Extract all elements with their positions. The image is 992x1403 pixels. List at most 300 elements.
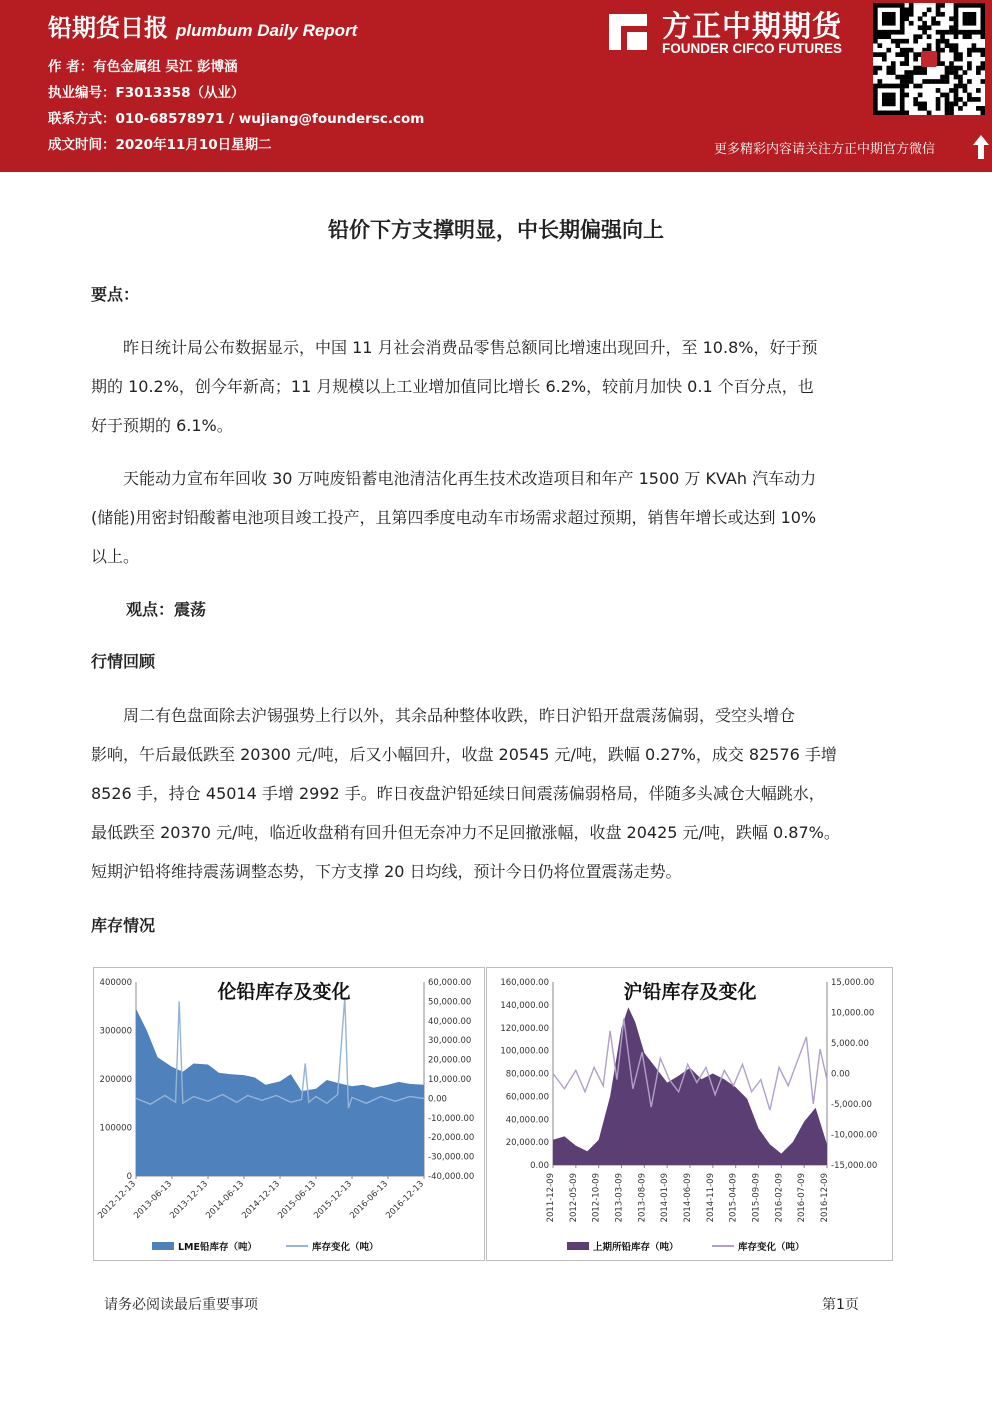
qr-module — [954, 12, 959, 17]
qr-module — [931, 16, 936, 21]
qr-module — [909, 7, 914, 12]
qr-module — [891, 39, 896, 44]
qr-module — [900, 25, 905, 30]
qr-module — [882, 16, 887, 21]
qr-module — [909, 12, 914, 17]
text-line: 以上。 — [91, 547, 140, 566]
text-line: (储能)用密封铅酸蓄电池项目竣工投产，且第四季度电动车市场需求超过预期，销售年增长或达到 10% — [91, 508, 817, 527]
qr-module — [945, 43, 950, 48]
qr-module — [963, 88, 968, 93]
qr-module — [877, 3, 882, 8]
qr-module — [940, 75, 945, 80]
qr-module — [963, 70, 968, 75]
qr-module — [886, 84, 891, 89]
right-axis-tick-label: -10,000.00 — [831, 1130, 878, 1141]
qr-module — [976, 30, 981, 35]
qr-module — [904, 93, 909, 98]
market-review-heading: 行情回顾 — [91, 652, 156, 671]
text-line: 8526 手，持仓 45014 手增 2992 手。昨日夜盘沪铅延续日间震荡偏弱格局，伴随多头减仓大幅跳水， — [91, 784, 825, 803]
qr-module — [954, 84, 959, 89]
qr-module — [981, 48, 985, 53]
view-statement: 观点：震荡 — [126, 600, 207, 619]
qr-module — [963, 12, 968, 17]
qr-module — [886, 16, 891, 21]
qr-module — [904, 75, 909, 80]
qr-module — [900, 61, 905, 66]
qr-module — [900, 21, 905, 26]
qr-module — [900, 93, 905, 98]
legend-swatch — [567, 1242, 589, 1250]
x-axis-tick-label: 2013-03-09 — [614, 1173, 625, 1223]
qr-module — [981, 66, 985, 71]
qr-module — [936, 7, 941, 12]
qr-module — [882, 3, 887, 8]
qr-module — [967, 34, 972, 39]
qr-module — [909, 48, 914, 53]
x-axis-tick-label: 2016-06-13 — [348, 1179, 391, 1222]
qr-module — [976, 3, 981, 8]
qr-module — [967, 97, 972, 102]
qr-module — [904, 61, 909, 66]
qr-module — [976, 48, 981, 53]
qr-module — [963, 3, 968, 8]
lme-lead-chart — [93, 967, 485, 1261]
license-line: 执业编号：F3013358（从业） — [48, 85, 245, 101]
qr-module — [949, 25, 954, 30]
qr-module — [954, 43, 959, 48]
qr-module — [900, 84, 905, 89]
brand-name-cn: 方正中期期货 — [662, 9, 843, 43]
qr-module — [909, 75, 914, 80]
qr-module — [958, 3, 963, 8]
left-axis-tick-label: 200000 — [99, 1075, 132, 1085]
left-axis-tick-label: 0.00 — [530, 1161, 549, 1171]
qr-module — [936, 3, 941, 8]
qr-module — [891, 93, 896, 98]
left-axis-tick-label: 140,000.00 — [500, 1000, 549, 1011]
date-line: 成文时间：2020年11月10日星期二 — [48, 137, 272, 153]
qr-module — [886, 34, 891, 39]
qr-module — [967, 66, 972, 71]
x-axis-tick-label: 2012-10-09 — [591, 1173, 602, 1223]
qr-module — [873, 84, 878, 89]
qr-module — [954, 25, 959, 30]
qr-module — [981, 16, 985, 21]
qr-module — [873, 3, 878, 8]
qr-module — [981, 52, 985, 57]
right-axis-tick-label: 10,000.00 — [831, 1008, 875, 1019]
right-axis-tick-label: 0.00 — [428, 1094, 447, 1105]
qr-module — [873, 34, 878, 39]
key-points-heading: 要点： — [91, 285, 140, 304]
qr-module — [873, 102, 878, 107]
report-title: 铅期货日报 plumbum Daily Report — [48, 14, 358, 42]
qr-module — [927, 43, 932, 48]
qr-module — [922, 102, 927, 107]
qr-module — [886, 48, 891, 53]
qr-module — [972, 21, 977, 26]
qr-module — [936, 30, 941, 35]
qr-module — [949, 16, 954, 21]
qr-module — [886, 97, 891, 102]
qr-module — [909, 70, 914, 75]
qr-module — [958, 106, 963, 111]
qr-module — [873, 16, 878, 21]
qr-module — [873, 66, 878, 71]
qr-module — [877, 66, 882, 71]
left-axis-tick-label: 120,000.00 — [500, 1023, 549, 1034]
qr-module — [882, 21, 887, 26]
qr-module — [981, 7, 985, 12]
qr-module — [967, 30, 972, 35]
qr-module — [886, 111, 891, 115]
qr-module — [900, 79, 905, 84]
document-title: 铅价下方支撑明显，中长期偏强向上 — [328, 218, 664, 242]
qr-module — [913, 70, 918, 75]
qr-module — [981, 79, 985, 84]
qr-module — [936, 88, 941, 93]
qr-module — [900, 7, 905, 12]
qr-module — [981, 34, 985, 39]
qr-module — [949, 30, 954, 35]
qr-module — [967, 3, 972, 8]
qr-module — [927, 34, 932, 39]
qr-module — [873, 7, 878, 12]
qr-module — [927, 7, 932, 12]
qr-module — [981, 61, 985, 66]
qr-module — [940, 61, 945, 66]
x-axis-tick-label: 2015-06-13 — [276, 1179, 319, 1222]
report-header — [0, 0, 992, 172]
qr-module — [895, 75, 900, 80]
qr-module — [900, 12, 905, 17]
qr-module — [954, 57, 959, 62]
qr-module — [882, 52, 887, 57]
qr-module — [945, 97, 950, 102]
qr-module — [922, 79, 927, 84]
qr-module — [949, 66, 954, 71]
follow-wechat-text: 更多精彩内容请关注方正中期官方微信 — [714, 142, 936, 157]
qr-module — [945, 75, 950, 80]
left-axis-tick-label: 100,000.00 — [500, 1046, 549, 1057]
qr-module — [972, 3, 977, 8]
qr-module — [954, 102, 959, 107]
qr-module — [900, 3, 905, 8]
qr-module — [963, 34, 968, 39]
qr-module — [972, 30, 977, 35]
left-axis-tick-label: 160,000.00 — [500, 978, 549, 988]
qr-module — [913, 84, 918, 89]
qr-module — [873, 25, 878, 30]
qr-module — [891, 66, 896, 71]
qr-module — [873, 93, 878, 98]
qr-module — [918, 25, 923, 30]
qr-module — [918, 106, 923, 111]
qr-module — [945, 79, 950, 84]
qr-module — [963, 16, 968, 21]
qr-module — [900, 52, 905, 57]
qr-module — [900, 102, 905, 107]
qr-module — [954, 30, 959, 35]
right-axis-tick-label: -10,000.00 — [428, 1113, 475, 1124]
qr-module — [913, 52, 918, 57]
qr-module — [922, 21, 927, 26]
qr-module — [972, 12, 977, 17]
right-axis-tick-label: -5,000.00 — [831, 1100, 872, 1110]
qr-module — [936, 102, 941, 107]
qr-module — [936, 12, 941, 17]
qr-module — [922, 70, 927, 75]
left-axis-tick-label: 40,000.00 — [505, 1115, 549, 1126]
report-title-en: plumbum Daily Report — [176, 21, 358, 40]
qr-module — [873, 52, 878, 57]
legend-label: 库存变化（吨） — [312, 1242, 379, 1253]
x-axis-tick-label: 2014-06-09 — [683, 1173, 693, 1223]
qr-module — [936, 79, 941, 84]
left-axis-tick-label: 20,000.00 — [505, 1138, 549, 1149]
qr-module — [913, 102, 918, 107]
up-arrow-icon — [972, 134, 990, 160]
qr-module — [940, 39, 945, 44]
qr-module — [900, 30, 905, 35]
qr-module — [967, 12, 972, 17]
qr-module — [891, 30, 896, 35]
qr-module — [913, 34, 918, 39]
left-axis-tick-label: 60,000.00 — [505, 1092, 549, 1103]
qr-module — [909, 21, 914, 26]
qr-module — [904, 52, 909, 57]
page-number: 第1页 — [822, 1297, 859, 1313]
qr-module — [895, 84, 900, 89]
left-axis-tick-label: 0 — [126, 1172, 132, 1182]
shfe-lead-chart-svg — [487, 968, 892, 1260]
qr-module — [900, 111, 905, 115]
qr-module — [958, 66, 963, 71]
qr-module — [954, 66, 959, 71]
qr-module — [918, 84, 923, 89]
qr-module — [936, 43, 941, 48]
qr-module — [954, 75, 959, 80]
right-axis-tick-label: -15,000.00 — [831, 1161, 878, 1171]
qr-module — [949, 43, 954, 48]
qr-module — [967, 52, 972, 57]
x-axis-tick-label: 2013-08-09 — [637, 1173, 648, 1223]
paragraph-macro — [91, 328, 902, 445]
qr-module — [873, 21, 878, 26]
qr-module — [940, 30, 945, 35]
footer-disclaimer: 请务必阅读最后重要事项 — [104, 1297, 258, 1313]
qr-module — [954, 52, 959, 57]
x-axis-tick-label: 2016-07-09 — [797, 1173, 808, 1223]
qr-module — [904, 39, 909, 44]
text-line: 最低跌至 20370 元/吨，临近收盘稍有回升但无奈冲力不足回撤涨幅，收盘 20425 元/吨，跌幅 0.87%。 — [91, 823, 840, 842]
qr-module — [886, 21, 891, 26]
right-axis-tick-label: -30,000.00 — [428, 1152, 475, 1163]
qr-module — [895, 39, 900, 44]
qr-module — [945, 106, 950, 111]
qr-module — [895, 43, 900, 48]
qr-code-icon[interactable] — [873, 3, 985, 115]
right-axis-tick-label: 15,000.00 — [831, 978, 875, 988]
qr-module — [958, 57, 963, 62]
qr-module — [963, 84, 968, 89]
qr-module — [891, 102, 896, 107]
text-line: 天能动力宣布年回收 30 万吨废铅蓄电池清洁化再生技术改造项目和年产 1500 万 KVAh 汽车动力 — [123, 469, 817, 488]
qr-module — [963, 30, 968, 35]
qr-module — [904, 7, 909, 12]
qr-module — [936, 21, 941, 26]
qr-module — [873, 88, 878, 93]
series-area-0 — [553, 1007, 827, 1165]
right-axis-tick-label: -40,000.00 — [428, 1172, 475, 1182]
series-area-0 — [136, 1009, 424, 1176]
qr-module — [891, 97, 896, 102]
qr-module — [954, 3, 959, 8]
qr-module — [949, 61, 954, 66]
qr-module — [940, 48, 945, 53]
qr-module — [904, 57, 909, 62]
qr-module — [886, 30, 891, 35]
qr-module — [886, 102, 891, 107]
qr-module — [976, 70, 981, 75]
qr-module — [913, 66, 918, 71]
qr-module — [958, 97, 963, 102]
qr-module — [873, 97, 878, 102]
right-axis-tick-label: 20,000.00 — [428, 1055, 472, 1066]
qr-module — [886, 70, 891, 75]
text-line: 周二有色盘面除去沪锡强势上行以外，其余品种整体收跌，昨日沪铅开盘震荡偏弱，受空头增仓 — [123, 706, 796, 725]
qr-module — [891, 12, 896, 17]
qr-module — [900, 39, 905, 44]
qr-module — [940, 79, 945, 84]
qr-module — [967, 79, 972, 84]
qr-module — [981, 25, 985, 30]
qr-module — [900, 75, 905, 80]
qr-module — [873, 30, 878, 35]
qr-module — [873, 70, 878, 75]
qr-module — [958, 75, 963, 80]
qr-module — [954, 93, 959, 98]
qr-module — [981, 111, 985, 115]
left-axis-tick-label: 300000 — [99, 1026, 132, 1037]
qr-module — [954, 7, 959, 12]
contact-line: 联系方式：010-68578971 / wujiang@foundersc.com — [48, 111, 425, 127]
qr-module — [877, 84, 882, 89]
x-axis-tick-label: 2014-06-13 — [204, 1179, 247, 1222]
qr-module — [904, 48, 909, 53]
qr-module — [877, 52, 882, 57]
qr-module — [877, 111, 882, 115]
x-axis-tick-label: 2015-09-09 — [751, 1173, 762, 1223]
qr-module — [927, 25, 932, 30]
x-axis-tick-label: 2015-12-13 — [312, 1179, 355, 1222]
qr-module — [940, 93, 945, 98]
qr-module — [895, 111, 900, 115]
inventory-heading: 库存情况 — [91, 916, 156, 935]
qr-module — [877, 34, 882, 39]
paragraph-industry — [91, 459, 902, 576]
qr-module — [949, 102, 954, 107]
qr-module — [882, 12, 887, 17]
qr-module — [922, 106, 927, 111]
qr-module — [895, 3, 900, 8]
qr-module — [891, 21, 896, 26]
qr-module — [904, 84, 909, 89]
qr-module — [873, 111, 878, 115]
qr-module — [972, 43, 977, 48]
qr-module — [936, 97, 941, 102]
right-axis-tick-label: 30,000.00 — [428, 1036, 472, 1047]
x-axis-tick-label: 2012-12-13 — [96, 1179, 139, 1222]
qr-module — [918, 70, 923, 75]
qr-module — [940, 34, 945, 39]
qr-module — [981, 106, 985, 111]
qr-module — [900, 48, 905, 53]
right-axis-tick-label: 40,000.00 — [428, 1016, 472, 1027]
x-axis-tick-label: 2014-01-09 — [660, 1173, 671, 1223]
qr-module — [972, 16, 977, 21]
right-axis-tick-label: 50,000.00 — [428, 997, 472, 1008]
qr-module — [945, 111, 950, 115]
qr-module — [945, 66, 950, 71]
qr-module — [891, 3, 896, 8]
qr-module — [949, 70, 954, 75]
author-line: 作 者：有色金属组 吴江 彭博涵 — [48, 59, 238, 75]
qr-module — [945, 93, 950, 98]
x-axis-tick-label: 2013-12-13 — [168, 1179, 211, 1222]
qr-module — [922, 30, 927, 35]
qr-module — [918, 34, 923, 39]
qr-module — [913, 97, 918, 102]
qr-module — [936, 106, 941, 111]
x-axis-tick-label: 2014-11-09 — [705, 1173, 716, 1223]
qr-module — [886, 12, 891, 17]
qr-module — [913, 57, 918, 62]
right-axis-tick-label: 0.00 — [831, 1069, 850, 1080]
left-axis-tick-label: 80,000.00 — [505, 1069, 549, 1080]
qr-module — [958, 30, 963, 35]
qr-module — [954, 21, 959, 26]
legend-label: 上期所铅库存（吨） — [593, 1242, 679, 1253]
qr-module — [900, 16, 905, 21]
qr-module — [891, 16, 896, 21]
qr-module — [967, 16, 972, 21]
qr-module — [882, 34, 887, 39]
qr-module — [976, 66, 981, 71]
qr-module — [900, 88, 905, 93]
text-line: 好于预期的 6.1%。 — [91, 416, 233, 435]
paragraph-market-review — [91, 696, 902, 891]
qr-module — [913, 39, 918, 44]
qr-module — [954, 16, 959, 21]
lme-lead-chart-svg — [94, 968, 484, 1260]
qr-module — [882, 93, 887, 98]
qr-module — [954, 97, 959, 102]
qr-module — [949, 48, 954, 53]
qr-center-logo — [921, 51, 937, 67]
qr-module — [895, 52, 900, 57]
qr-module — [877, 43, 882, 48]
qr-module — [963, 21, 968, 26]
qr-module — [909, 79, 914, 84]
founder-logo-icon — [605, 10, 651, 54]
qr-module — [958, 84, 963, 89]
qr-module — [967, 48, 972, 53]
qr-module — [927, 79, 932, 84]
qr-module — [882, 97, 887, 102]
legend-swatch — [152, 1242, 174, 1250]
qr-module — [958, 79, 963, 84]
